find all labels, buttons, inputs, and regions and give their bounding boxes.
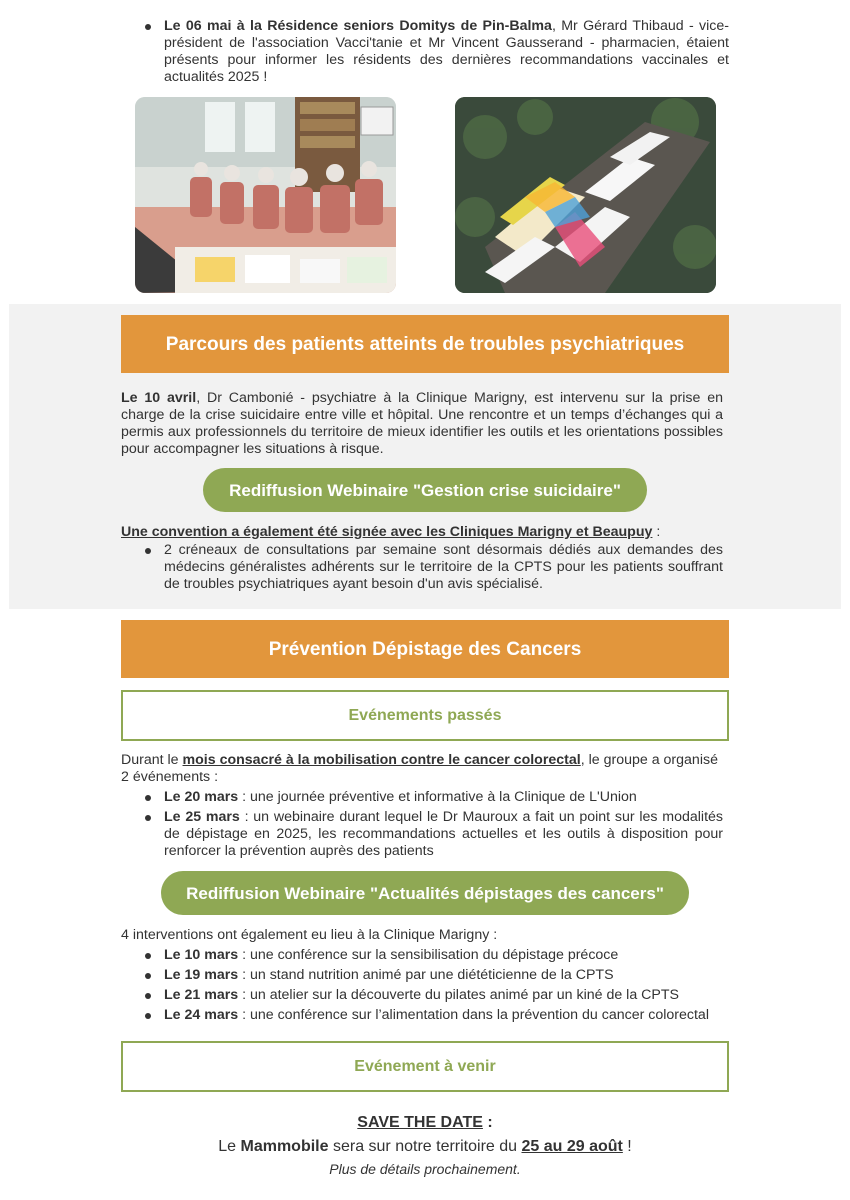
convention-link[interactable]: Une convention a également été signée avec les Cliniques Marigny et Beaupuy	[121, 524, 653, 540]
photo-information-tables	[455, 97, 716, 293]
webinar-suicide-crisis-button[interactable]: Rediffusion Webinaire "Gestion crise suicidaire"	[203, 468, 647, 512]
list-item	[121, 947, 723, 964]
save-date-colon: :	[482, 1114, 493, 1131]
details-soon: Plus de détails prochainement.	[329, 1161, 521, 1177]
intro-list	[121, 18, 729, 86]
event-date: Le 24 mars	[164, 1007, 239, 1023]
past-events-intro	[121, 752, 723, 786]
mammobile-dates: 25 au 29 août	[521, 1138, 623, 1155]
mammobile-mid: sera sur notre territoire du	[328, 1138, 522, 1155]
interventions-list	[121, 947, 723, 1027]
event-text: : un webinaire durant lequel le Dr Mauroux a fait un point sur les modalités de dépistage en 2025, les recommandations actuelles et les outils à disposition pour renforcer la prévention auprès des patients	[164, 809, 723, 859]
photo-seniors-conference	[135, 97, 396, 293]
cancer-banner: Prévention Dépistage des Cancers	[121, 620, 729, 678]
list-item	[121, 809, 723, 860]
convention-suffix: :	[652, 524, 661, 540]
list-item	[121, 18, 729, 86]
psychiatry-paragraph	[121, 390, 723, 458]
save-the-date	[0, 1113, 850, 1133]
event-text: : une journée préventive et informative à la Clinique de L'Union	[238, 789, 637, 805]
mammobile-announcement	[0, 1137, 850, 1157]
save-date-label: SAVE THE DATE	[357, 1114, 483, 1131]
convention-heading	[121, 524, 723, 541]
list-item	[121, 1007, 723, 1024]
event-text: : un atelier sur la découverte du pilates animé par un kiné de la CPTS	[238, 987, 679, 1003]
colorectal-month-link[interactable]: mois consacré à la mobilisation contre le cancer colorectal	[182, 752, 581, 768]
mammobile-prefix: Le	[218, 1138, 241, 1155]
interventions-intro: 4 interventions ont également eu lieu à la Clinique Marigny :	[121, 927, 498, 943]
event-date: Le 19 mars	[164, 967, 239, 983]
past-events-heading: Evénements passés	[121, 690, 729, 741]
convention-list	[121, 542, 723, 593]
list-item	[121, 789, 723, 806]
mammobile-suffix: !	[622, 1138, 632, 1155]
event-date: Le 20 mars	[164, 789, 239, 805]
webinar-cancer-screening-button[interactable]: Rediffusion Webinaire "Actualités dépistages des cancers"	[161, 871, 689, 915]
past-events-list	[121, 789, 723, 863]
upcoming-event-heading: Evénement à venir	[121, 1041, 729, 1092]
mammobile-name: Mammobile	[240, 1138, 329, 1155]
event-text: : une conférence sur l’alimentation dans la prévention du cancer colorectal	[238, 1007, 709, 1023]
psychiatry-date: Le 10 avril	[121, 390, 197, 406]
psychiatry-text: , Dr Cambonié - psychiatre à la Clinique Marigny, est intervenu sur la prise en charge de la crise suicidaire entre ville et hôpital. Une rencontre et un temps d’échanges qui a permis aux professionnels du territoire de mieux identifier les outils et les orientations possibles pour accompagner les situations à risque.	[121, 390, 723, 457]
intro-text: , Mr Gérard Thibaud - vice-président de l'association Vacci'tanie et Mr Vincent Gausserand - pharmacien, étaient présents pour informer les résidents des dernières recommandations vaccinales et actualités 2025 !	[164, 18, 729, 85]
event-date: Le 10 mars	[164, 947, 239, 963]
past-intro-suffix: , le groupe a organisé 2 événements :	[121, 752, 718, 785]
past-intro-prefix: Durant le	[121, 752, 183, 768]
event-date: Le 21 mars	[164, 987, 239, 1003]
list-item: 2 créneaux de consultations par semaine sont désormais dédiés aux demandes des médecins généralistes adhérents sur le territoire de la CPTS pour les patients souffrant de troubles psychiatriques ayant besoin d'un avis spécialisé.	[121, 542, 723, 593]
event-text: : un stand nutrition animé par une diététicienne de la CPTS	[238, 967, 614, 983]
intro-date: Le 06 mai à la Résidence seniors Domitys de Pin-Balma	[164, 18, 552, 34]
event-date: Le 25 mars	[164, 809, 240, 825]
list-item	[121, 987, 723, 1004]
list-item	[121, 967, 723, 984]
psychiatry-banner: Parcours des patients atteints de troubles psychiatriques	[121, 315, 729, 373]
event-text: : une conférence sur la sensibilisation du dépistage précoce	[238, 947, 619, 963]
